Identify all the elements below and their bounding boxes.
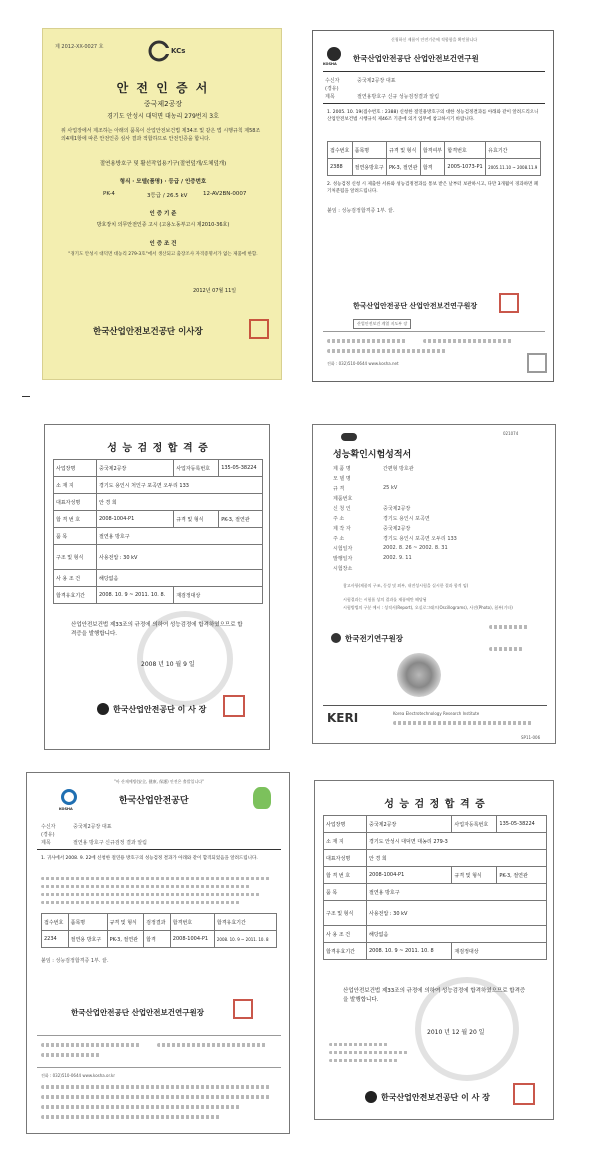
table-header: 검정결과	[144, 914, 171, 931]
contact-info: 전화 : 032)510-0644 www.kosha.net	[327, 361, 399, 366]
field-label: 제 작 자	[333, 526, 351, 532]
keri-full-name: Korea Electrotechnology Research Institute	[393, 711, 480, 716]
row-value: 135-05-38224	[219, 460, 263, 477]
certificate-date: 2010 년 12 월 20 일	[427, 1029, 485, 1036]
table-cell: 2008-1004-P1	[170, 931, 214, 948]
table-header: 품목명	[352, 142, 386, 159]
keri-test-report	[312, 424, 556, 744]
table-cell: 2005-1073-P1	[445, 159, 486, 176]
row-label: 사 용 조 건	[324, 926, 367, 943]
row-value: 2008. 10. 9 ~ 2011. 10. 8	[367, 943, 452, 960]
field-label: 주 소	[333, 536, 345, 542]
table-cell: 2008. 10. 9 ~ 2011. 10. 8	[214, 931, 276, 948]
result-table	[41, 913, 277, 948]
table-header: 합격여부	[420, 142, 445, 159]
embossed-seal	[397, 653, 441, 697]
row-value: PK-3, 절연관	[497, 867, 547, 884]
cert-number-value: 12-AV2BN-0007	[203, 191, 247, 197]
kosha-logo-icon	[365, 1091, 377, 1103]
row-value: 안 경 희	[97, 494, 263, 511]
row-label: 구조 및 형식	[54, 545, 97, 570]
result-table	[327, 141, 541, 176]
official-seal-stamp	[249, 319, 269, 339]
field-value: 경기도 용인시 포곡면	[383, 516, 430, 522]
row-value: 중국제2공장	[97, 460, 174, 477]
field-label: 제 품 명	[333, 466, 351, 472]
subject: 절연용방호구 신규 성능검정결과 알림	[357, 94, 440, 100]
company-name: 중국제2공장	[143, 100, 183, 108]
row-label: 규격 및 형식	[452, 867, 497, 884]
keri-logo: KERI	[327, 711, 359, 725]
kosha-logo-icon	[61, 789, 77, 805]
kosha-notice-letter-2005	[312, 30, 554, 382]
condition-value: "경기도 안성시 대덕면 대농리 279-3호"에서 생산되고 출장조사 자격증명서가 없는 제품에 한함.	[68, 252, 258, 257]
field-value: 중국제2공장	[383, 526, 411, 532]
mascot-icon	[253, 787, 271, 809]
recipient: 중국제2공장 대표	[73, 824, 112, 830]
table-header: 접수번호	[328, 142, 353, 159]
table-header: 접수번호	[42, 914, 69, 931]
row-label: 합 격 번 호	[324, 867, 367, 884]
table-cell: PK-3, 절연관	[386, 159, 420, 176]
row-value: 절연용 방호구	[367, 884, 547, 901]
kosha-logo-text: KOSHA	[323, 62, 337, 66]
via-label: (경유)	[41, 832, 55, 838]
table-cell: 2234	[42, 931, 69, 948]
field-label: 모 델 명	[333, 476, 351, 482]
contact-info: 전화 : 032)510-0644 www.kosha.or.kr	[41, 1073, 115, 1078]
footer-org: 한국산업안전공단 산업안전보건연구원장	[353, 302, 478, 310]
subject-label: 제목	[41, 840, 51, 846]
row-value: 사용전압 : 30 kV	[367, 901, 547, 926]
field-value: 중국제2공장	[383, 506, 411, 512]
row-label: 합격유효기간	[54, 587, 97, 604]
footer-box: 산업안전보건 계열 지도부 장	[353, 319, 411, 329]
row-value: 2008. 10. 9 ~ 2011. 10. 8.	[97, 587, 174, 604]
keri-top-logo-icon	[341, 433, 357, 441]
row-label: 재검정대상	[174, 587, 263, 604]
remark-2: 시험결과는 시험품 상의 결과를 제품에만 해당됨	[343, 597, 427, 602]
table-header: 규격 및 형식	[107, 914, 144, 931]
table-cell: 합격	[144, 931, 171, 948]
row-value: 경기도 안성시 대덕면 대농리 279-3	[367, 833, 547, 850]
row-value: 절연용 방호구	[97, 528, 263, 545]
product-name: 절연용방호구 및 활선작업용기구(절연덮개/도체덮개)	[99, 161, 227, 167]
recipient-label: 수신자	[41, 824, 56, 830]
row-label: 품 목	[324, 884, 367, 901]
sender-org: 한국산업안전공단	[119, 796, 189, 806]
certificate-date: 2008 년 10 월 9 일	[141, 661, 195, 668]
table-cell: 절연용 방호구	[68, 931, 107, 948]
issuer-name: 한국산업안전공단 이 사 장	[113, 705, 207, 714]
via-label: (경유)	[325, 86, 339, 92]
sender-org: 한국산업안전공단 산업안전보건연구원	[353, 54, 479, 63]
row-label: 사 용 조 건	[54, 570, 97, 587]
certificate-body-text: 위 사업장에서 제조하는 아래의 품목이 산업안전보건법 제34조 및 같은 법 시행규칙 제58조의4제1항에 따른 안전인증 심사 결과 적합하므로 안전인증을 합니다.	[61, 128, 261, 142]
footer-org: 한국산업안전공단 산업안전보건연구원장	[71, 1008, 205, 1017]
row-label: 사업자등록번호	[452, 816, 497, 833]
row-value: 경기도 용인시 처인구 포곡면 오두리 133	[97, 477, 263, 494]
field-label: 시험일자	[333, 546, 353, 552]
field-label: 규 격	[333, 486, 345, 492]
table-cell: 절연용방호구	[352, 159, 386, 176]
certificate-ref-number: 제 2012-XX-0027 호	[55, 44, 104, 50]
motto: "아 산재예방(安全, 健康, 保護) 안전은 출발입니다"	[114, 779, 204, 784]
certificate-title: 안 전 인 증 서	[116, 81, 210, 95]
certificate-title: 성 능 검 정 합 격 증	[384, 799, 486, 810]
field-label: 신 청 인	[333, 506, 351, 512]
official-seal-stamp	[223, 695, 245, 717]
row-label: 구조 및 형식	[324, 901, 367, 926]
table-header: 품목명	[68, 914, 107, 931]
enclosure: 붙임 : 성능검정합격증 1부. 끝.	[41, 958, 109, 964]
row-label: 합 격 번 호	[54, 511, 97, 528]
row-value: 해당없음	[97, 570, 263, 587]
report-fields	[333, 465, 543, 575]
table-header: 합격유효기간	[214, 914, 276, 931]
report-title: 성능확인시험성적서	[333, 450, 412, 460]
company-address: 경기도 안성시 대덕면 대농리 279번지 3호	[107, 113, 219, 120]
org-seal-stamp	[499, 293, 519, 313]
field-value: 25 kV	[383, 485, 398, 491]
field-label: 시험장소	[333, 566, 353, 572]
receipt-stamp	[527, 353, 547, 373]
kosha-notice-letter-2008	[26, 772, 290, 1134]
field-value: 2002. 8. 26 ~ 2002. 8. 31	[383, 545, 448, 551]
remark-1: 참고사항(제품의 구조, 동성 및 외부, 내전성시험을 실시한 결과 합격 임)	[343, 583, 469, 588]
issuer-name: 한국산업안전보건공단 이 사 장	[381, 1093, 490, 1102]
kcs-logo-text: KCs	[171, 47, 186, 55]
row-label: 품 목	[54, 528, 97, 545]
field-value: 간편형 방호관	[383, 466, 414, 472]
row-value: 안 경 희	[367, 850, 547, 867]
certificate-title: 성 능 검 정 합 격 증	[107, 443, 209, 454]
row-value: 사용전압 : 30 kV	[97, 545, 263, 570]
grade-value: 3등급 / 26.5 kV	[147, 193, 188, 199]
row-label: 대표자성명	[324, 850, 367, 867]
model-value: PK-4	[103, 191, 115, 197]
row-value: 2008-1004-P1	[97, 511, 174, 528]
official-seal-stamp	[513, 1083, 535, 1105]
footer-code: SP11-006	[521, 735, 541, 740]
row-value: 중국제2공장	[367, 816, 452, 833]
form-number: 021074	[503, 431, 519, 436]
row-value: PK-3, 절연관	[219, 511, 263, 528]
table-header: 합격번호	[445, 142, 486, 159]
kosha-logo-text: KOSHA	[59, 807, 73, 811]
row-label: 대표자성명	[54, 494, 97, 511]
certificate-info-table	[53, 459, 263, 604]
field-value: 2002. 9. 11	[383, 555, 412, 561]
field-value: 경기도 용인시 포곡면 오두리 133	[383, 536, 457, 542]
recipient-label: 수신자	[325, 78, 340, 84]
performance-test-certificate-2008	[44, 424, 270, 750]
table-cell: 2388	[328, 159, 353, 176]
table-cell: 2005.11.10 ~ 2008.11.9	[486, 159, 541, 176]
field-label: 주 소	[333, 516, 345, 522]
letter-body: 1. 귀사에서 2008. 9. 22에 신청한 절연용 방호구의 성능검정 결과가 아래와 같이 합격되었음을 알려드립니다.	[41, 856, 258, 861]
certificate-date: 2012년 07월 11일	[193, 288, 237, 294]
certificate-statement: 산업안전보건법 제33조의 규정에 의하여 성능검정에 합격하였으므로 합격증을 발행합니다.	[343, 988, 526, 1003]
subject: 절연용 방호구 신규검정 결과 알림	[73, 840, 147, 846]
org-seal-stamp	[233, 999, 253, 1019]
certificate-info-table	[323, 815, 547, 960]
keri-org-name: 한국전기연구원장	[345, 634, 403, 643]
row-value: 해당없음	[367, 926, 547, 943]
row-value: 2008-1004-P1	[367, 867, 452, 884]
table-header: 규격 및 형식	[386, 142, 420, 159]
enclosure: 붙임 : 성능검정합격증 1부. 끝.	[327, 208, 395, 214]
row-label: 소 재 지	[324, 833, 367, 850]
issuer-name: 한국산업안전보건공단 이사장	[93, 327, 203, 337]
recipient: 중국제2공장 대표	[357, 78, 396, 84]
row-label: 규격 및 형식	[174, 511, 219, 528]
table-cell: 합격	[420, 159, 445, 176]
table-header: 유효기간	[486, 142, 541, 159]
standard-header: 인 증 기 준	[149, 211, 177, 217]
kosha-logo-icon	[97, 703, 109, 715]
safety-certificate-doc	[42, 28, 282, 380]
certificate-statement: 산업안전보건법 제33조의 규정에 의하여 성능검정에 합격하였으므로 합격증을 발행합니다.	[71, 622, 243, 637]
performance-test-certificate-2010	[314, 780, 554, 1120]
row-label: 재검정대상	[452, 943, 547, 960]
standard-value: 방호장치 의무안전인증 고시 (고용노동부고시 제2010-36호)	[96, 222, 230, 228]
header-note: 신청하신 제품이 안전기준에 적합함을 확인합니다	[390, 37, 478, 42]
table-cell: PK-3, 절연관	[107, 931, 144, 948]
condition-header: 인 증 조 건	[149, 241, 177, 247]
spec-header: 형식 · 모델(품명) · 등급 / 인증번호	[119, 179, 207, 185]
row-label: 사업장명	[324, 816, 367, 833]
field-label: 제품번호	[333, 496, 353, 502]
subject-label: 제목	[325, 94, 335, 100]
row-value: 135-05-38224	[497, 816, 547, 833]
row-label: 사업장명	[54, 460, 97, 477]
test-method: 시험방법의 구분 예시 : 성적서(Report), 오실로그래프(Oscillograms), 사진(Photo), 첨부(기타)	[343, 605, 513, 610]
letter-body: 1. 2005. 10. 19(접수번호 : 2388) 신청한 절연용방호구의 대한 성능검정결과를 아래와 같이 알려드리오니 산업안전보건법 시행규칙 제46조 기준에 의거 업무에 참고하시기 바랍니다.	[327, 110, 539, 122]
keri-org-logo-icon	[331, 633, 341, 643]
row-label: 사업자등록번호	[174, 460, 219, 477]
table-header: 합격번호	[170, 914, 214, 931]
row-label: 소 재 지	[54, 477, 97, 494]
field-label: 발행일자	[333, 556, 353, 562]
kosha-logo-icon	[327, 47, 341, 61]
letter-note: 2. 성능검정 신청 시 제출한 서류와 성능검정결과를 통보 받은 날부터 보관하시고, 다만 3개월이 경과하면 폐기처분됨을 알려드립니다.	[327, 182, 539, 194]
row-label: 합격유효기간	[324, 943, 367, 960]
